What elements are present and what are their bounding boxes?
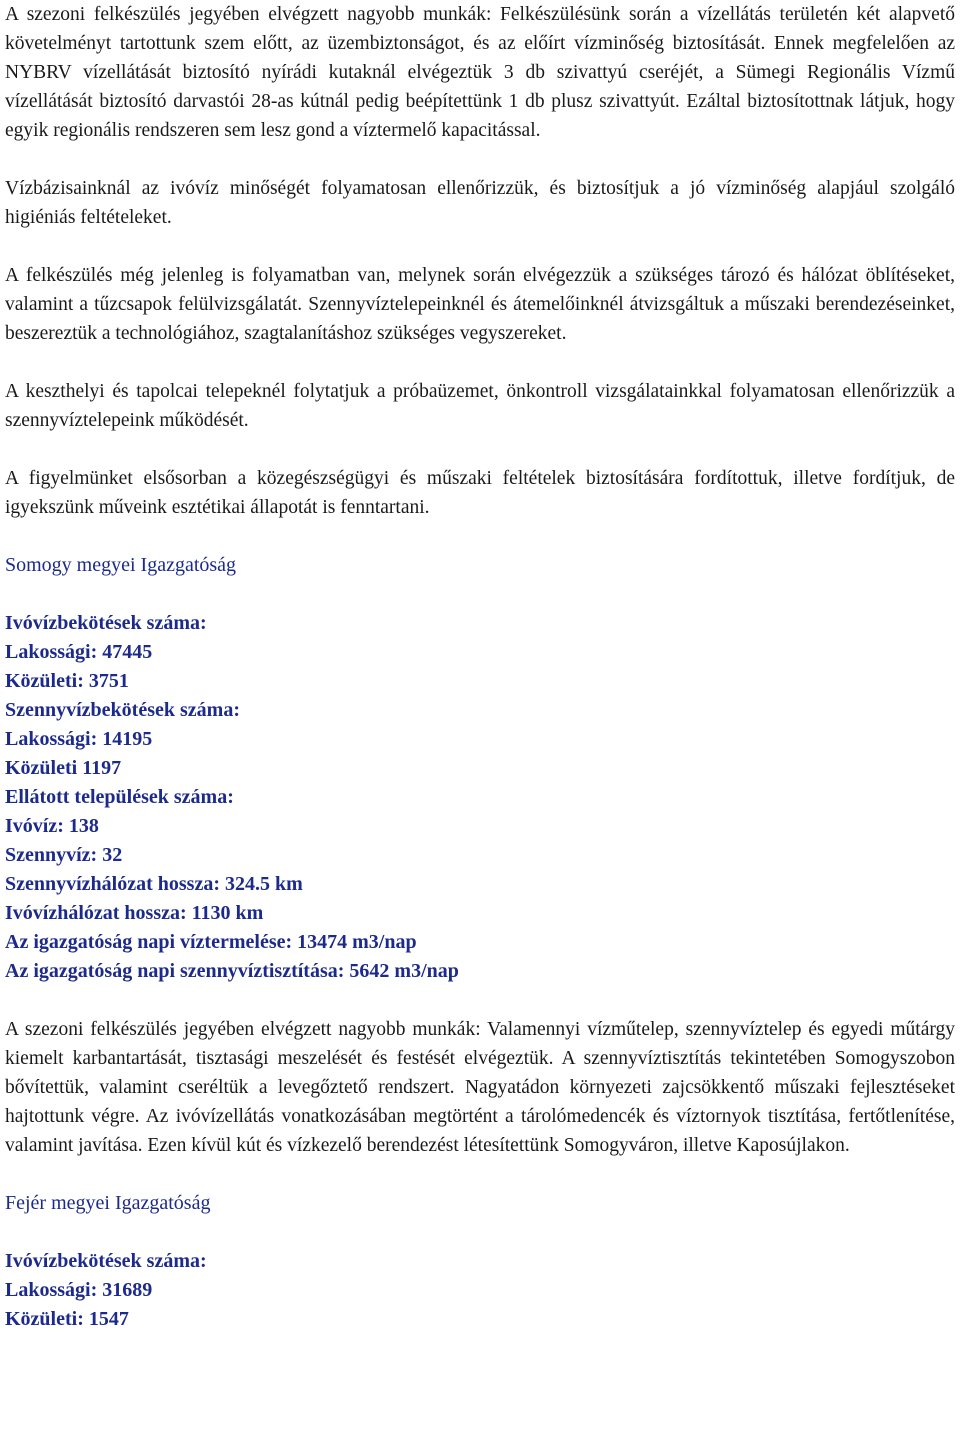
somogy-stat-line: Szennyvíz: 32 bbox=[5, 844, 123, 866]
fejer-stats-block bbox=[5, 1247, 955, 1334]
somogy-stat-line: Az igazgatóság napi víztermelése: 13474 m3/nap bbox=[5, 931, 417, 953]
somogy-stat-line: Ellátott települések száma: bbox=[5, 786, 234, 808]
somogy-section-heading: Somogy megyei Igazgatóság bbox=[5, 554, 237, 576]
intro-paragraph-focus: A figyelmünket elsősorban a közegészségügyi és műszaki feltételek biztosítására fordítottuk, illetve fordítjuk, de igyekszünk műveink esztétikai állapotát is fenntartani. bbox=[5, 468, 955, 518]
intro-paragraph-ongoing-work: A felkészülés még jelenleg is folyamatban van, melynek során elvégezzük a szükséges tározó és hálózat öblítéseket, valamint a tűzcsapok felülvizsgálatát. Szennyvíztelepeinknél és átemelőinknél átvizsgáltuk a műszaki berendezéseinket, beszereztük a technológiához, szagtalanításhoz szükséges vegyszereket. bbox=[5, 265, 955, 344]
intro-paragraph-preparation: A szezoni felkészülés jegyében elvégzett nagyobb munkák: Felkészülésünk során a vízellátás területén két alapvető követelményt tartottunk szem előtt, az üzembiztonságot, és az előírt vízminőség biztosítását. Ennek megfelelően az NYBRV vízellátását biztosító nyírádi kutaknál elvégeztük 3 db szivattyú cseréjét, a Sümegi Regionális Vízmű vízellátását biztosító darvastói 28-as kútnál pedig beépítettünk 1 db plusz szivattyút. Ezáltal biztosítottnak látjuk, hogy egyik regionális rendszeren sem lesz gond a víztermelő kapacitással. bbox=[5, 4, 955, 141]
somogy-stat-line: Szennyvízbekötések száma: bbox=[5, 699, 240, 721]
somogy-stat-line: Ivóvíz: 138 bbox=[5, 815, 99, 837]
somogy-stats-block bbox=[5, 609, 955, 986]
fejer-section-heading: Fejér megyei Igazgatóság bbox=[5, 1192, 211, 1214]
fejer-stat-line: Ivóvízbekötések száma: bbox=[5, 1250, 207, 1272]
document-page bbox=[5, 0, 955, 1334]
somogy-stat-line: Közületi: 3751 bbox=[5, 670, 129, 692]
somogy-paragraph-works: A szezoni felkészülés jegyében elvégzett nagyobb munkák: Valamennyi vízműtelep, szennyvíztelep és egyedi műtárgy kiemelt karbantartását, tisztasági meszelését és festését elvégeztük. A szennyvíztisztítás tekintetében Somogyszobon bővítettük, valamint cseréltük a levegőztető rendszert. Nagyatádon környezeti zajcsökkentő műszaki fejlesztéseket hajtottunk végre. Az ivóvízellátás vonatkozásában megtörtént a tárolómedencék és víztornyok tisztítása, fertőtlenítése, valamint javítása. Ezen kívül kút és vízkezelő berendezést létesítettünk Somogyváron, illetve Kaposújlakon. bbox=[5, 1019, 955, 1156]
somogy-stat-line: Ivóvízbekötések száma: bbox=[5, 612, 207, 634]
somogy-stat-line: Közületi 1197 bbox=[5, 757, 122, 779]
somogy-stat-line: Lakossági: 47445 bbox=[5, 641, 153, 663]
fejer-stat-line: Közületi: 1547 bbox=[5, 1308, 129, 1330]
somogy-stat-line: Szennyvízhálózat hossza: 324.5 km bbox=[5, 873, 303, 895]
somogy-stat-line: Lakossági: 14195 bbox=[5, 728, 153, 750]
intro-paragraph-water-quality: Vízbázisainknál az ivóvíz minőségét folyamatosan ellenőrizzük, és biztosítjuk a jó vízminőség alapjául szolgáló higiéniás feltételeket. bbox=[5, 178, 955, 228]
somogy-stat-line: Ivóvízhálózat hossza: 1130 km bbox=[5, 902, 264, 924]
fejer-stat-line: Lakossági: 31689 bbox=[5, 1279, 153, 1301]
somogy-stat-line: Az igazgatóság napi szennyvíztisztítása: 5642 m3/nap bbox=[5, 960, 459, 982]
intro-paragraph-trial-operation: A keszthelyi és tapolcai telepeknél folytatjuk a próbaüzemet, önkontroll vizsgálatainkkal folyamatosan ellenőrizzük a szennyvíztelepeink működését. bbox=[5, 381, 955, 431]
